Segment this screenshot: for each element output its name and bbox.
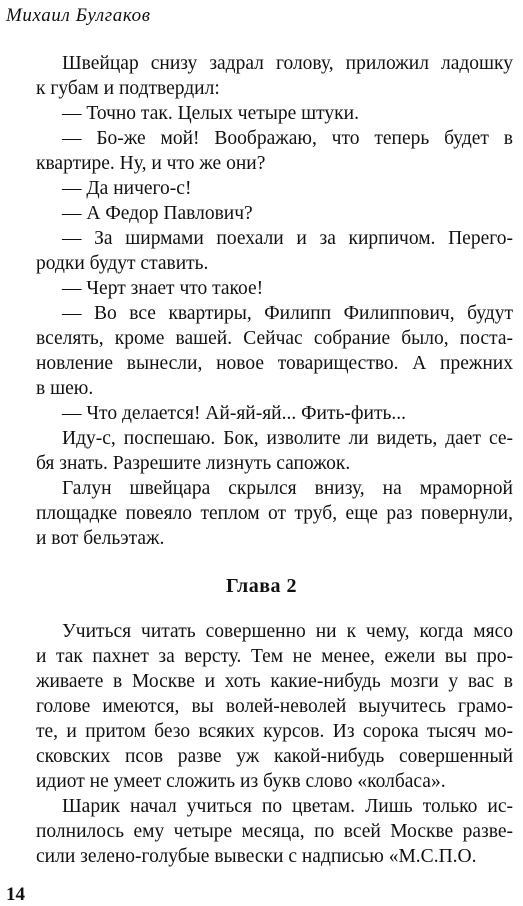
paragraph — [10, 426, 513, 476]
running-head-author: Михаил Булгаков — [6, 5, 151, 26]
paragraph — [10, 401, 513, 426]
text-line: — Что делается! Ай-яй-яй... Фить-фить... — [62, 403, 406, 424]
text-line: — А Федор Павлович? — [62, 203, 253, 224]
text-line: — За ширмами поехали и за кирпичом. Перего- — [62, 228, 513, 249]
text-line: — Во все квартиры, Филипп Филиппович, будут — [62, 303, 513, 324]
text-line: родки будут ставить. — [36, 253, 209, 274]
text-line: бя знать. Разрешите лизнуть сапожок. — [36, 453, 351, 474]
paragraph — [10, 176, 513, 201]
paragraph — [10, 126, 513, 176]
paragraph — [10, 226, 513, 276]
text-line: Швейцар снизу задрал голову, приложил ладошку — [62, 53, 513, 74]
paragraph — [10, 476, 513, 551]
text-line: — Бо-же мой! Воображаю, что теперь будет в — [62, 128, 513, 149]
text-line: к губам и подтвердил: — [36, 78, 220, 99]
text-line: полнилось ему четыре месяца, по всей Москве разве- — [36, 821, 513, 842]
text-line: Учиться читать совершенно ни к чему, когда мясо — [62, 621, 513, 642]
text-line: голове имеются, вы волей-неволей выучитесь грамо- — [36, 696, 513, 717]
paragraph — [10, 301, 513, 401]
text-line: в шею. — [36, 378, 94, 399]
text-line: квартире. Ну, и что же они? — [36, 153, 266, 174]
text-line: Галун швейцара скрылся внизу, на мраморной — [62, 478, 513, 499]
text-line: вселять, кроме вашей. Сейчас собрание было, поста- — [36, 328, 513, 349]
text-line: новление вынесли, новое товарищество. А прежних — [36, 353, 513, 374]
body-text — [10, 51, 513, 869]
text-line: — Точно так. Целых четыре штуки. — [62, 103, 359, 124]
text-section-before-chapter — [10, 51, 513, 551]
text-line: сили зелено-голубые вывески с надписью «М.С.П.О. — [36, 846, 477, 867]
text-line: — Черт знает что такое! — [62, 278, 264, 299]
page-number: 14 — [6, 884, 25, 905]
text-line: и вот бельэтаж. — [36, 528, 165, 549]
chapter-heading: Глава 2 — [226, 575, 297, 597]
paragraph — [10, 276, 513, 301]
paragraph — [10, 201, 513, 226]
text-line: сковских псов разве уж какой-нибудь совершенный — [36, 746, 513, 767]
text-line: идиот не умеет сложить из букв слово «колбаса». — [36, 771, 446, 792]
text-line: и так пахнет за версту. Тем не менее, ежели вы про- — [36, 646, 513, 667]
text-line: — Да ничего-с! — [62, 178, 192, 199]
text-line: те, и притом безо всяких курсов. Из сорока тысяч мо- — [36, 721, 513, 742]
text-section-chapter-2 — [10, 619, 513, 869]
paragraph — [10, 794, 513, 869]
text-line: живаете в Москве и хоть какие-нибудь мозги у вас в — [36, 671, 513, 692]
text-line: Шарик начал учиться по цветам. Лишь только ис- — [62, 796, 513, 817]
text-line: площадке повеяло теплом от труб, еще раз повернули, — [36, 503, 513, 524]
paragraph — [10, 51, 513, 101]
paragraph — [10, 101, 513, 126]
paragraph — [10, 619, 513, 794]
text-line: Иду-с, поспешаю. Бок, изволите ли видеть, дает се- — [62, 428, 513, 449]
